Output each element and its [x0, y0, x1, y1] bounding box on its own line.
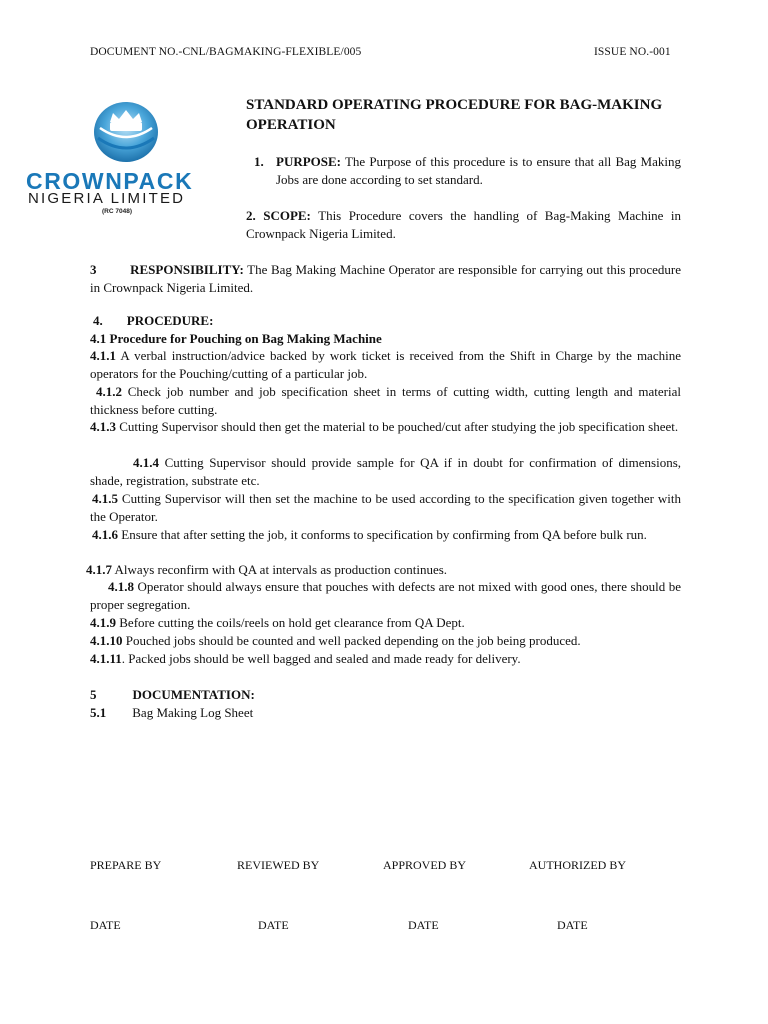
- step-number: 4.1.4: [133, 455, 159, 470]
- step-4-1-9: [90, 614, 681, 632]
- purpose-text: The Purpose of this procedure is to ensure that all Bag Making Jobs are done according to set standard.: [276, 154, 682, 187]
- step-number: 4.1.3: [90, 419, 116, 434]
- purpose-label: PURPOSE:: [276, 154, 341, 169]
- procedure-heading: [93, 312, 213, 330]
- documentation-item-num: 5.1: [90, 705, 107, 720]
- step-text: A verbal instruction/advice backed by work ticket is received from the Shift in Charge by the machine operators for the Pouching/cutting of a particular job.: [90, 348, 681, 381]
- step-text: Always reconfirm with QA at intervals as production continues.: [114, 562, 448, 577]
- responsibility-num: 3: [90, 262, 97, 277]
- purpose-section: [276, 153, 681, 188]
- document-number: DOCUMENT NO.-CNL/BAGMAKING-FLEXIBLE/005: [90, 46, 362, 58]
- step-4-1-8: [90, 578, 681, 613]
- document-title: STANDARD OPERATING PROCEDURE FOR BAG-MAKING OPERATION: [246, 97, 663, 133]
- step-4-1-3: [90, 418, 681, 436]
- step-text: Operator should always ensure that pouches with defects are not mixed with good ones, there should be proper segregation.: [90, 579, 682, 612]
- step-4-1-2: [90, 383, 681, 418]
- step-4-1-6: [90, 526, 681, 544]
- step-4-1-10: [90, 632, 681, 650]
- scope-num: 2.: [246, 208, 256, 223]
- step-4-1-4: [90, 454, 681, 489]
- crown-emblem-icon: [22, 98, 230, 170]
- scope-label: SCOPE:: [263, 208, 311, 223]
- logo-company-name: CROWNPACK: [26, 168, 194, 194]
- issue-number: ISSUE NO.-001: [594, 46, 671, 58]
- step-number: 4.1.9: [90, 615, 116, 630]
- responsibility-text: The Bag Making Machine Operator are responsible for carrying out this procedure in Crownpack Nigeria Limited.: [90, 262, 682, 295]
- step-number: 4.1.10: [90, 633, 123, 648]
- scope-section: [246, 207, 681, 242]
- date-label-prepared: DATE: [90, 918, 121, 932]
- documentation-num: 5: [90, 687, 97, 702]
- documentation-label: DOCUMENTATION:: [132, 687, 255, 702]
- documentation-heading: [90, 686, 255, 704]
- step-4-1-5: [90, 490, 681, 525]
- step-4-1-7: [86, 561, 681, 579]
- step-number: 4.1.5: [92, 491, 118, 506]
- responsibility-section: [90, 261, 681, 296]
- step-number: 4.1.6: [92, 527, 118, 542]
- documentation-item: [90, 704, 253, 722]
- logo-rc-number: (RC 7048): [102, 208, 132, 215]
- step-text: Cutting Supervisor will then set the machine to be used according to the specification given together with the Operator.: [90, 491, 681, 524]
- step-text: Cutting Supervisor should then get the material to be pouched/cut after studying the job specification sheet.: [119, 419, 679, 434]
- step-text: Before cutting the coils/reels on hold get clearance from QA Dept.: [119, 615, 465, 630]
- procedure-num: 4.: [93, 313, 103, 328]
- procedure-subheading: 4.1 Procedure for Pouching on Bag Making Machine: [90, 331, 382, 346]
- step-text: Pouched jobs should be counted and well packed depending on the job being produced.: [125, 633, 581, 648]
- step-4-1-1: [90, 347, 681, 382]
- purpose-number: [254, 153, 272, 171]
- documentation-item-text: Bag Making Log Sheet: [132, 705, 254, 720]
- step-number: 4.1.11: [90, 651, 122, 666]
- date-label-reviewed: DATE: [258, 918, 289, 932]
- step-number: 4.1.8: [108, 579, 134, 594]
- date-label-authorized: DATE: [557, 918, 588, 932]
- purpose-num: 1.: [254, 154, 264, 169]
- logo-company-subtitle: NIGERIA LIMITED: [28, 190, 186, 207]
- step-text: . Packed jobs should be well bagged and sealed and made ready for delivery.: [121, 651, 521, 666]
- step-number: 4.1.7: [86, 562, 112, 577]
- step-text: Check job number and job specification sheet in terms of cutting width, cutting length and material thickness before cutting.: [90, 384, 681, 417]
- authorized-by-label: AUTHORIZED BY: [529, 858, 626, 872]
- scope-text: This Procedure covers the handling of Bag-Making Machine in Crownpack Nigeria Limited.: [246, 208, 682, 241]
- procedure-label: PROCEDURE:: [126, 313, 214, 328]
- company-logo: [22, 98, 230, 218]
- step-number: 4.1.2: [96, 384, 122, 399]
- step-text: Ensure that after setting the job, it conforms to specification by confirming from QA before bulk run.: [121, 527, 647, 542]
- date-label-approved: DATE: [408, 918, 439, 932]
- responsibility-label: RESPONSIBILITY:: [130, 262, 244, 277]
- step-4-1-11: [90, 650, 681, 668]
- step-number: 4.1.1: [90, 348, 116, 363]
- prepared-by-label: PREPARE BY: [90, 858, 162, 872]
- approved-by-label: APPROVED BY: [383, 858, 467, 872]
- step-text: Cutting Supervisor should provide sample for QA if in doubt for confirmation of dimensions, shade, registration, substrate etc.: [90, 455, 681, 488]
- reviewed-by-label: REVIEWED BY: [237, 858, 320, 872]
